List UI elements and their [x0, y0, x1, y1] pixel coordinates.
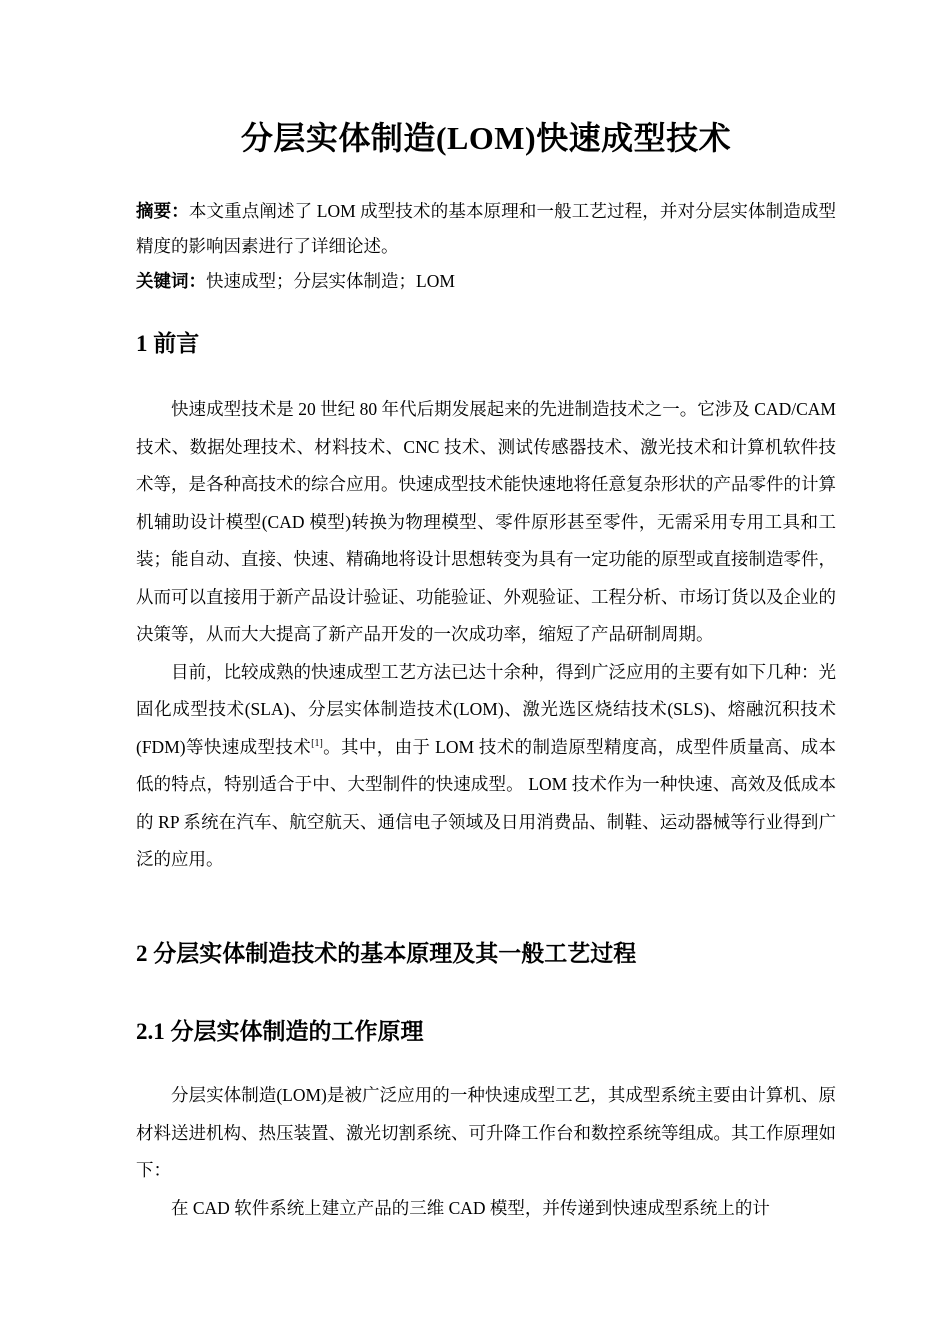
section-heading-intro: 1 前言: [136, 331, 200, 356]
subsection-heading-working-principle: 2.1 分层实体制造的工作原理: [136, 1019, 424, 1044]
paragraph-intro-2-text-b: 。其中，由于 LOM 技术的制造原型精度高，成型件质量高、成本低的特点，特别适合于中、大型制件的快速成型。 LOM 技术作为一种快速、高效及低成本的 RP 系统在汽车、航空航天、通信电子领域及日用消费品、制鞋、运动器械等行业得到广泛的应用。: [136, 736, 836, 869]
keywords: [136, 264, 836, 299]
keywords-label: 关键词：: [136, 271, 206, 291]
section-heading-principle: 2 分层实体制造技术的基本原理及其一般工艺过程: [136, 941, 637, 966]
section-body-working-principle: [136, 1077, 836, 1227]
paragraph-principle-2: 在 CAD 软件系统上建立产品的三维 CAD 模型，并传递到快速成型系统上的计: [171, 1197, 770, 1218]
abstract-label: 摘要：: [136, 201, 189, 221]
document-title: 分层实体制造(LOM)快速成型技术: [240, 120, 732, 156]
citation-ref[interactable]: [1]: [311, 737, 323, 749]
paragraph-intro-1: 快速成型技术是 20 世纪 80 年代后期发展起来的先进制造技术之一。它涉及 CAD/CAM 技术、数据处理技术、材料技术、CNC 技术、测试传感器技术、激光技术和计算机软件技术等，是各种高技术的综合应用。快速成型技术能快速地将任意复杂形状的产品零件的计算机辅助设计模型(CAD 模型)转换为物理模型、零件原形甚至零件，无需采用专用工具和工装；能自动、直接、快速、精确地将设计思想转变为具有一定功能的原型或直接制造零件，从而可以直接用于新产品设计验证、功能验证、外观验证、工程分析、市场订货以及企业的决策等，从而大大提高了新产品开发的一次成功率，缩短了产品研制周期。: [136, 399, 836, 644]
paragraph-intro-2-text-a: 目前，比较成熟的快速成型工艺方法已达十余种，得到广泛应用的主要有如下几种：光固化成型技术(SLA)、分层实体制造技术(LOM)、激光选区烧结技术(SLS)、熔融沉积技术(FDM)等快速成型技术: [136, 661, 836, 757]
abstract-text: 本文重点阐述了 LOM 成型技术的基本原理和一般工艺过程，并对分层实体制造成型精度的影响因素进行了详细论述。: [136, 201, 837, 256]
section-body-intro: [136, 391, 836, 879]
paragraph-principle-1: 分层实体制造(LOM)是被广泛应用的一种快速成型工艺，其成型系统主要由计算机、原材料送进机构、热压装置、激光切割系统、可升降工作台和数控系统等组成。其工作原理如下：: [136, 1085, 836, 1180]
keywords-text: 快速成型；分层实体制造；LOM: [206, 271, 455, 291]
paragraph-intro-2: [136, 654, 836, 879]
abstract: [136, 194, 836, 264]
